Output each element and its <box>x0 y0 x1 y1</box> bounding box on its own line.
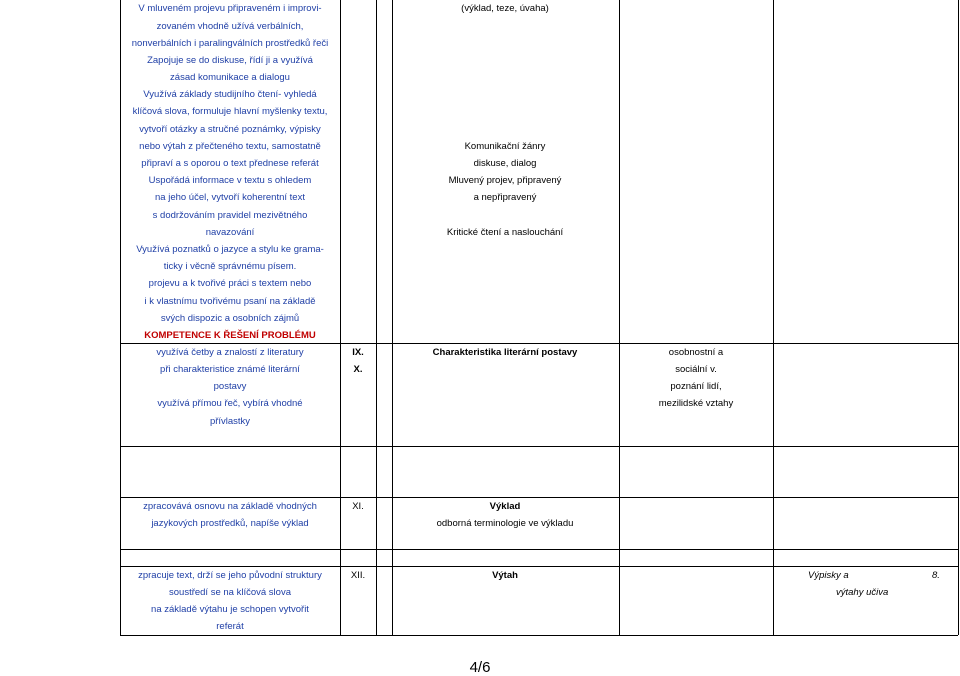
outcome-line: s dodržováním pravidel mezivětného <box>152 210 308 221</box>
topic-number: X. <box>353 364 363 375</box>
row-border <box>120 446 958 447</box>
outcome-line: zásad komunikace a dialogu <box>170 72 290 83</box>
outcome-line: soustředí se na klíčová slova <box>169 587 291 598</box>
outcome-line: vytvoří otázky a stručné poznámky, výpisky <box>139 124 321 135</box>
outcome-line: nebo výtah z přečteného textu, samostatně <box>139 141 321 152</box>
competence-heading: KOMPETENCE K ŘEŠENÍ PROBLÉMU <box>144 330 316 341</box>
topic-line: Komunikační žánry <box>464 141 546 152</box>
outcome-line: referát <box>216 621 244 632</box>
outcome-line: na základě výtahu je schopen vytvořit <box>151 604 309 615</box>
outcome-line: zpracuje text, drží se jeho původní struktury <box>138 570 322 581</box>
outcome-line: svých dispozic a osobních zájmů <box>160 313 300 324</box>
column-border <box>376 0 377 635</box>
page-number: 4/6 <box>469 659 491 676</box>
cross-line: výtahy učiva <box>836 587 889 598</box>
outcome-line: využívá přímou řeč, vybírá vhodné <box>157 398 303 409</box>
outcome-line: klíčová slova, formuluje hlavní myšlenky textu, <box>132 106 328 117</box>
outcome-line: při charakteristice známé literární <box>160 364 300 375</box>
outcome-line: nonverbálních i paralingválních prostředků řeči <box>131 38 329 49</box>
column-border <box>340 0 341 635</box>
topic-line: Mluvený projev, připravený <box>448 175 562 186</box>
column-border <box>392 0 393 635</box>
outcome-line: Využívá základy studijního čtení- vyhledá <box>143 89 317 100</box>
outcome-line: projevu a k tvořivé práci s textem nebo <box>148 278 312 289</box>
outcome-line: postavy <box>213 381 247 392</box>
outcome-line: na jeho účel, vytvoří koherentní text <box>155 192 305 203</box>
topic-line: a nepřipravený <box>473 192 537 203</box>
column-border <box>958 0 959 635</box>
cross-line: osobnostní a <box>668 347 724 358</box>
outcome-line: Uspořádá informace v textu s ohledem <box>148 175 312 186</box>
cross-line: Výpisky a <box>808 570 849 581</box>
outcome-line: ticky i věcně správnému písem. <box>163 261 297 272</box>
topic-number: IX. <box>352 347 364 358</box>
cross-line: mezilidské vztahy <box>658 398 734 409</box>
row-border <box>120 635 958 636</box>
topic-title: Charakteristika literární postavy <box>432 347 578 358</box>
outcome-line: zpracovává osnovu na základě vhodných <box>143 501 317 512</box>
column-border <box>773 0 774 635</box>
outcome-line: i k vlastnímu tvořivému psaní na základě <box>144 296 316 307</box>
outcome-line: využívá četby a znalostí z literatury <box>156 347 304 358</box>
outcome-line: připraví a s oporou o text přednese referát <box>141 158 319 169</box>
outcome-line: V mluveném projevu připraveném i improvi- <box>138 3 322 14</box>
topic-title: Výtah <box>492 570 518 581</box>
outcome-line: Využívá poznatků o jazyce a stylu ke grama- <box>136 244 324 255</box>
column-border <box>619 0 620 635</box>
outcome-line: přívlastky <box>209 416 251 427</box>
outcome-line: navazování <box>205 227 255 238</box>
row-border <box>120 566 958 567</box>
cross-number: 8. <box>932 570 940 581</box>
row-border <box>120 343 958 344</box>
row-border <box>120 549 958 550</box>
topic-title: Výklad <box>489 501 521 512</box>
topic-line: odborná terminologie ve výkladu <box>436 518 574 529</box>
topic-note: (výklad, teze, úvaha) <box>461 3 549 14</box>
topic-number: XI. <box>352 501 364 512</box>
cross-line: sociální v. <box>675 364 717 375</box>
cross-line: poznání lidí, <box>670 381 722 392</box>
topic-line: diskuse, dialog <box>473 158 537 169</box>
row-border <box>120 497 958 498</box>
topic-line: Kritické čtení a naslouchání <box>446 227 564 238</box>
outcome-line: jazykových prostředků, napíše výklad <box>151 518 309 529</box>
topic-number: XII. <box>350 570 366 581</box>
outcome-line: Zapojuje se do diskuse, řídí ji a využívá <box>147 55 313 66</box>
outcome-line: zovaném vhodně užívá verbálních, <box>156 21 304 32</box>
